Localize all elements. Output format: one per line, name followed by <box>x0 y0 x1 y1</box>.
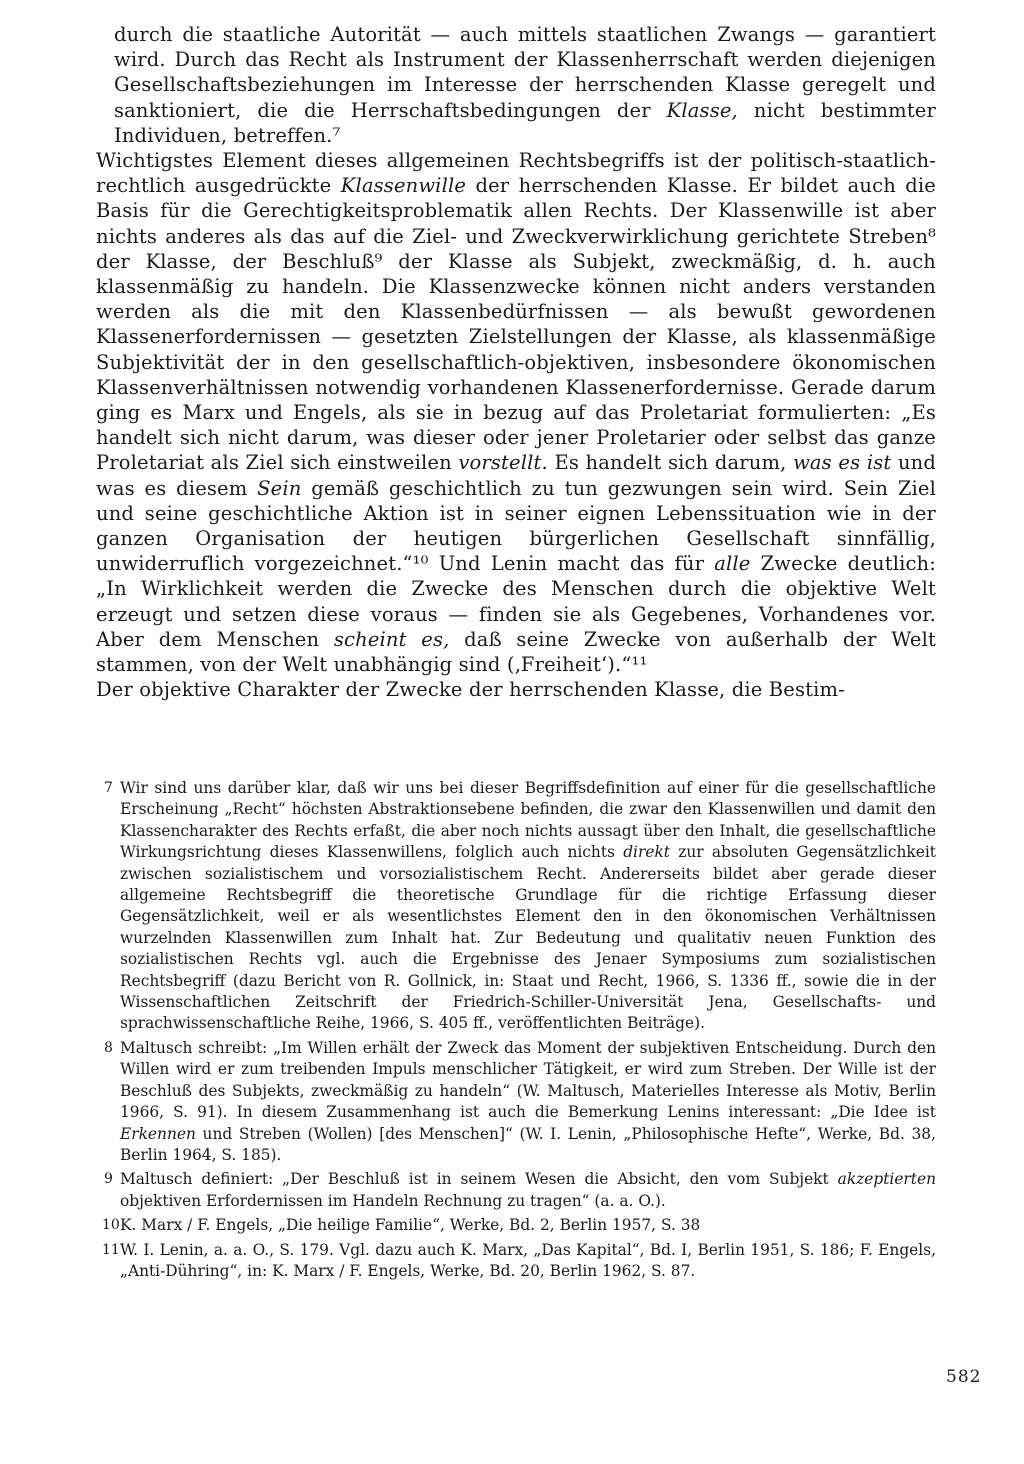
emphasis: Erkennen <box>120 1124 196 1143</box>
footnote-10-text: K. Marx / F. Engels, „Die heilige Familie“, Werke, Bd. 2, Berlin 1957, S. 38 <box>120 1216 701 1235</box>
footnote-7-text-b: zur absoluten Gegensätzlichkeit zwischen sozialistischem und vorsozialistischem Recht. Andererseits bildet aber gerade dieser allgemeine Rechtsbegriff die theoretische Grundlage für die richtige Erfassung dieser Gegensätzlichkeit, weil er als wesentlichstes Element den in den ökonomischen Verhältnissen wurzelnden Klassenwillen zum Inhalt hat. Zur Bedeutung und qualitativ neuen Funktion des sozialistischen Rechts vgl. auch die Ergebnisse des Jenaer Symposiums zum sozialistischen Rechtsbegriff (dazu Bericht von R. Gollnick, in: Staat und Recht, 1966, S. 1336 ff., sowie die in der Wissenschaftlichen Zeitschrift der Friedrich-Schiller-Universität Jena, Gesellschafts- und sprachwissenschaftliche Reihe, 1966, S. 405 ff., veröffentlichten Beiträge). <box>120 843 936 1033</box>
footnote-8-text-b: und Streben (Wollen) [des Menschen]“ (W. I. Lenin, „Philosophische Hefte“, Werke, Bd. 38, Berlin 1964, S. 185). <box>120 1124 936 1164</box>
emphasis: scheint es, <box>333 627 450 651</box>
paragraph-1-text: durch die staatliche Autorität — auch mittels staatlichen Zwangs — garantiert wird. Durch das Recht als Instrument der Klassenherrschaft werden diejenigen Gesellschaftsbeziehungen im Interesse der herrschenden Klasse geregelt und sanktioniert, die die Herrschaftsbedingungen der <box>114 23 936 122</box>
footnote-number: 7 <box>104 780 113 796</box>
footnote-8 <box>104 1038 936 1166</box>
paragraph-3-text: Der objektive Charakter der Zwecke der herrschenden Klasse, die Bestim- <box>96 678 845 702</box>
footnotes <box>104 778 936 1285</box>
emphasis: Klasse, <box>666 98 738 122</box>
paragraph-2-text-a: Wichtigstes Element dieses allgemeinen Rechtsbegriffs ist der politisch-staatlich-rechtlich ausgedrückte <box>96 149 936 198</box>
emphasis: Klassenwille <box>340 174 467 198</box>
emphasis: vorstellt. <box>458 451 548 475</box>
footnote-9-text-a: Maltusch definiert: „Der Beschluß ist in seinem Wesen die Absicht, den vom Subjekt <box>120 1170 829 1189</box>
paragraph-2-text-f: Zwecke deutlich: „In Wirklichkeit werden die Zwecke des Menschen durch die objektive Welt erzeugt und setzen diese voraus — finden sie als Gegebenes, Vorhandenes vor. Aber dem Menschen <box>96 552 936 651</box>
emphasis: was es ist <box>793 451 892 475</box>
emphasis: Sein <box>257 476 302 500</box>
footnote-8-text-a: Maltusch schreibt: „Im Willen erhält der Zweck das Moment der subjektiven Entscheidung. Durch den Willen wird er zum treibenden Impuls menschlicher Tätigkeit, er wird zum Streben. Der Wille ist der Beschluß des Subjekts, zweckmäßig zu handeln“ (W. Maltusch, Materielles Interesse als Motiv, Berlin 1966, S. 91). In diesem Zusammenhang ist auch die Bemerkung Lenins interessant: „Die Idee ist <box>120 1038 936 1122</box>
main-text <box>96 22 936 702</box>
paragraph-2-text-g: daß seine Zwecke von außerhalb der Welt stammen, von der Welt unabhängig sind (‚Freiheit‘).“¹¹ <box>96 627 936 677</box>
paragraph-2-text-e: gemäß geschichtlich zu tun gezwungen sein wird. Sein Ziel und seine geschichtliche Aktion ist in seiner eignen Lebenssituation wie in der ganzen Organisation der heutigen bürgerlichen Gesellschaft sinnfällig, unwiderruflich vorgezeichnet.“¹⁰ Und Lenin macht das für <box>96 476 936 576</box>
footnote-9 <box>104 1169 936 1212</box>
footnote-number: 9 <box>104 1171 113 1188</box>
footnote-number: 11 <box>102 1241 120 1258</box>
footnote-number: 8 <box>104 1039 113 1056</box>
emphasis: direkt <box>623 843 670 862</box>
footnote-10 <box>104 1215 936 1236</box>
paragraph-2-text-b: der herrschenden Klasse. Er bildet auch die Basis für die Gerechtigkeitsproblematik allen Rechts. Der Klassenwille ist aber nichts anderes als das auf die Ziel- und Zweckverwirklichung gerichtete Streben⁸ der Klasse, der Beschluß⁹ der Klasse als Subjekt, zweckmäßig, d. h. auch klassenmäßig zu handeln. Die Klassenzwecke können nicht anders verstanden werden als die mit den Klassenbedürfnissen — als bewußt gewordenen Klassenerfordernissen — gesetzten Zielstellungen der Klasse, als klassenmäßige Subjektivität der in den gesellschaftlich-objektiven, insbesondere ökonomischen Klassenverhältnissen notwendig vorhandenen Klassenerfordernisse. Gerade darum ging es Marx und Engels, als sie in bezug auf das Proletariat formulierten: „Es handelt sich nicht darum, was dieser oder jener Proletarier oder selbst das ganze Proletariat als Ziel sich einstweilen <box>96 174 936 475</box>
footnote-11-text: W. I. Lenin, a. a. O., S. 179. Vgl. dazu auch K. Marx, „Das Kapital“, Bd. I, Berlin 1951, S. 186; F. Engels, „Anti-Dühring“, in: K. Marx / F. Engels, Werke, Bd. 20, Berlin 1962, S. 87. <box>120 1240 936 1280</box>
footnote-7-text-a: Wir sind uns darüber klar, daß wir uns bei dieser Begriffsdefinition auf einer für die gesellschaftliche Erscheinung „Recht“ höchsten Abstraktionsebene befinden, die zwar den Klassenwillen und damit den Klassencharakter des Rechts erfaßt, die aber noch nichts aussagt über den Inhalt, die gesellschaftliche Wirkungsrichtung dieses Klassenwillens, folglich auch nichts <box>120 779 936 862</box>
paragraph-2 <box>96 148 936 677</box>
paragraph-2-text-d: und was es diesem <box>96 451 936 500</box>
paragraph-1 <box>114 22 936 148</box>
emphasis: alle <box>714 552 751 576</box>
paragraph-3 <box>96 677 936 702</box>
footnote-7 <box>104 778 936 1035</box>
page-number: 582 <box>946 1367 982 1387</box>
footnote-number: 10 <box>102 1217 120 1234</box>
emphasis: akzeptierten <box>837 1170 936 1189</box>
footnote-11 <box>104 1240 936 1283</box>
paragraph-1-end: nicht bestimmter Individuen, betreffen.⁷ <box>114 98 936 147</box>
footnote-9-text-b: objektiven Erfordernissen im Handeln Rechnung zu tragen“ (a. a. O.). <box>120 1191 666 1210</box>
paragraph-2-text-c: Es handelt sich darum, <box>554 451 787 475</box>
